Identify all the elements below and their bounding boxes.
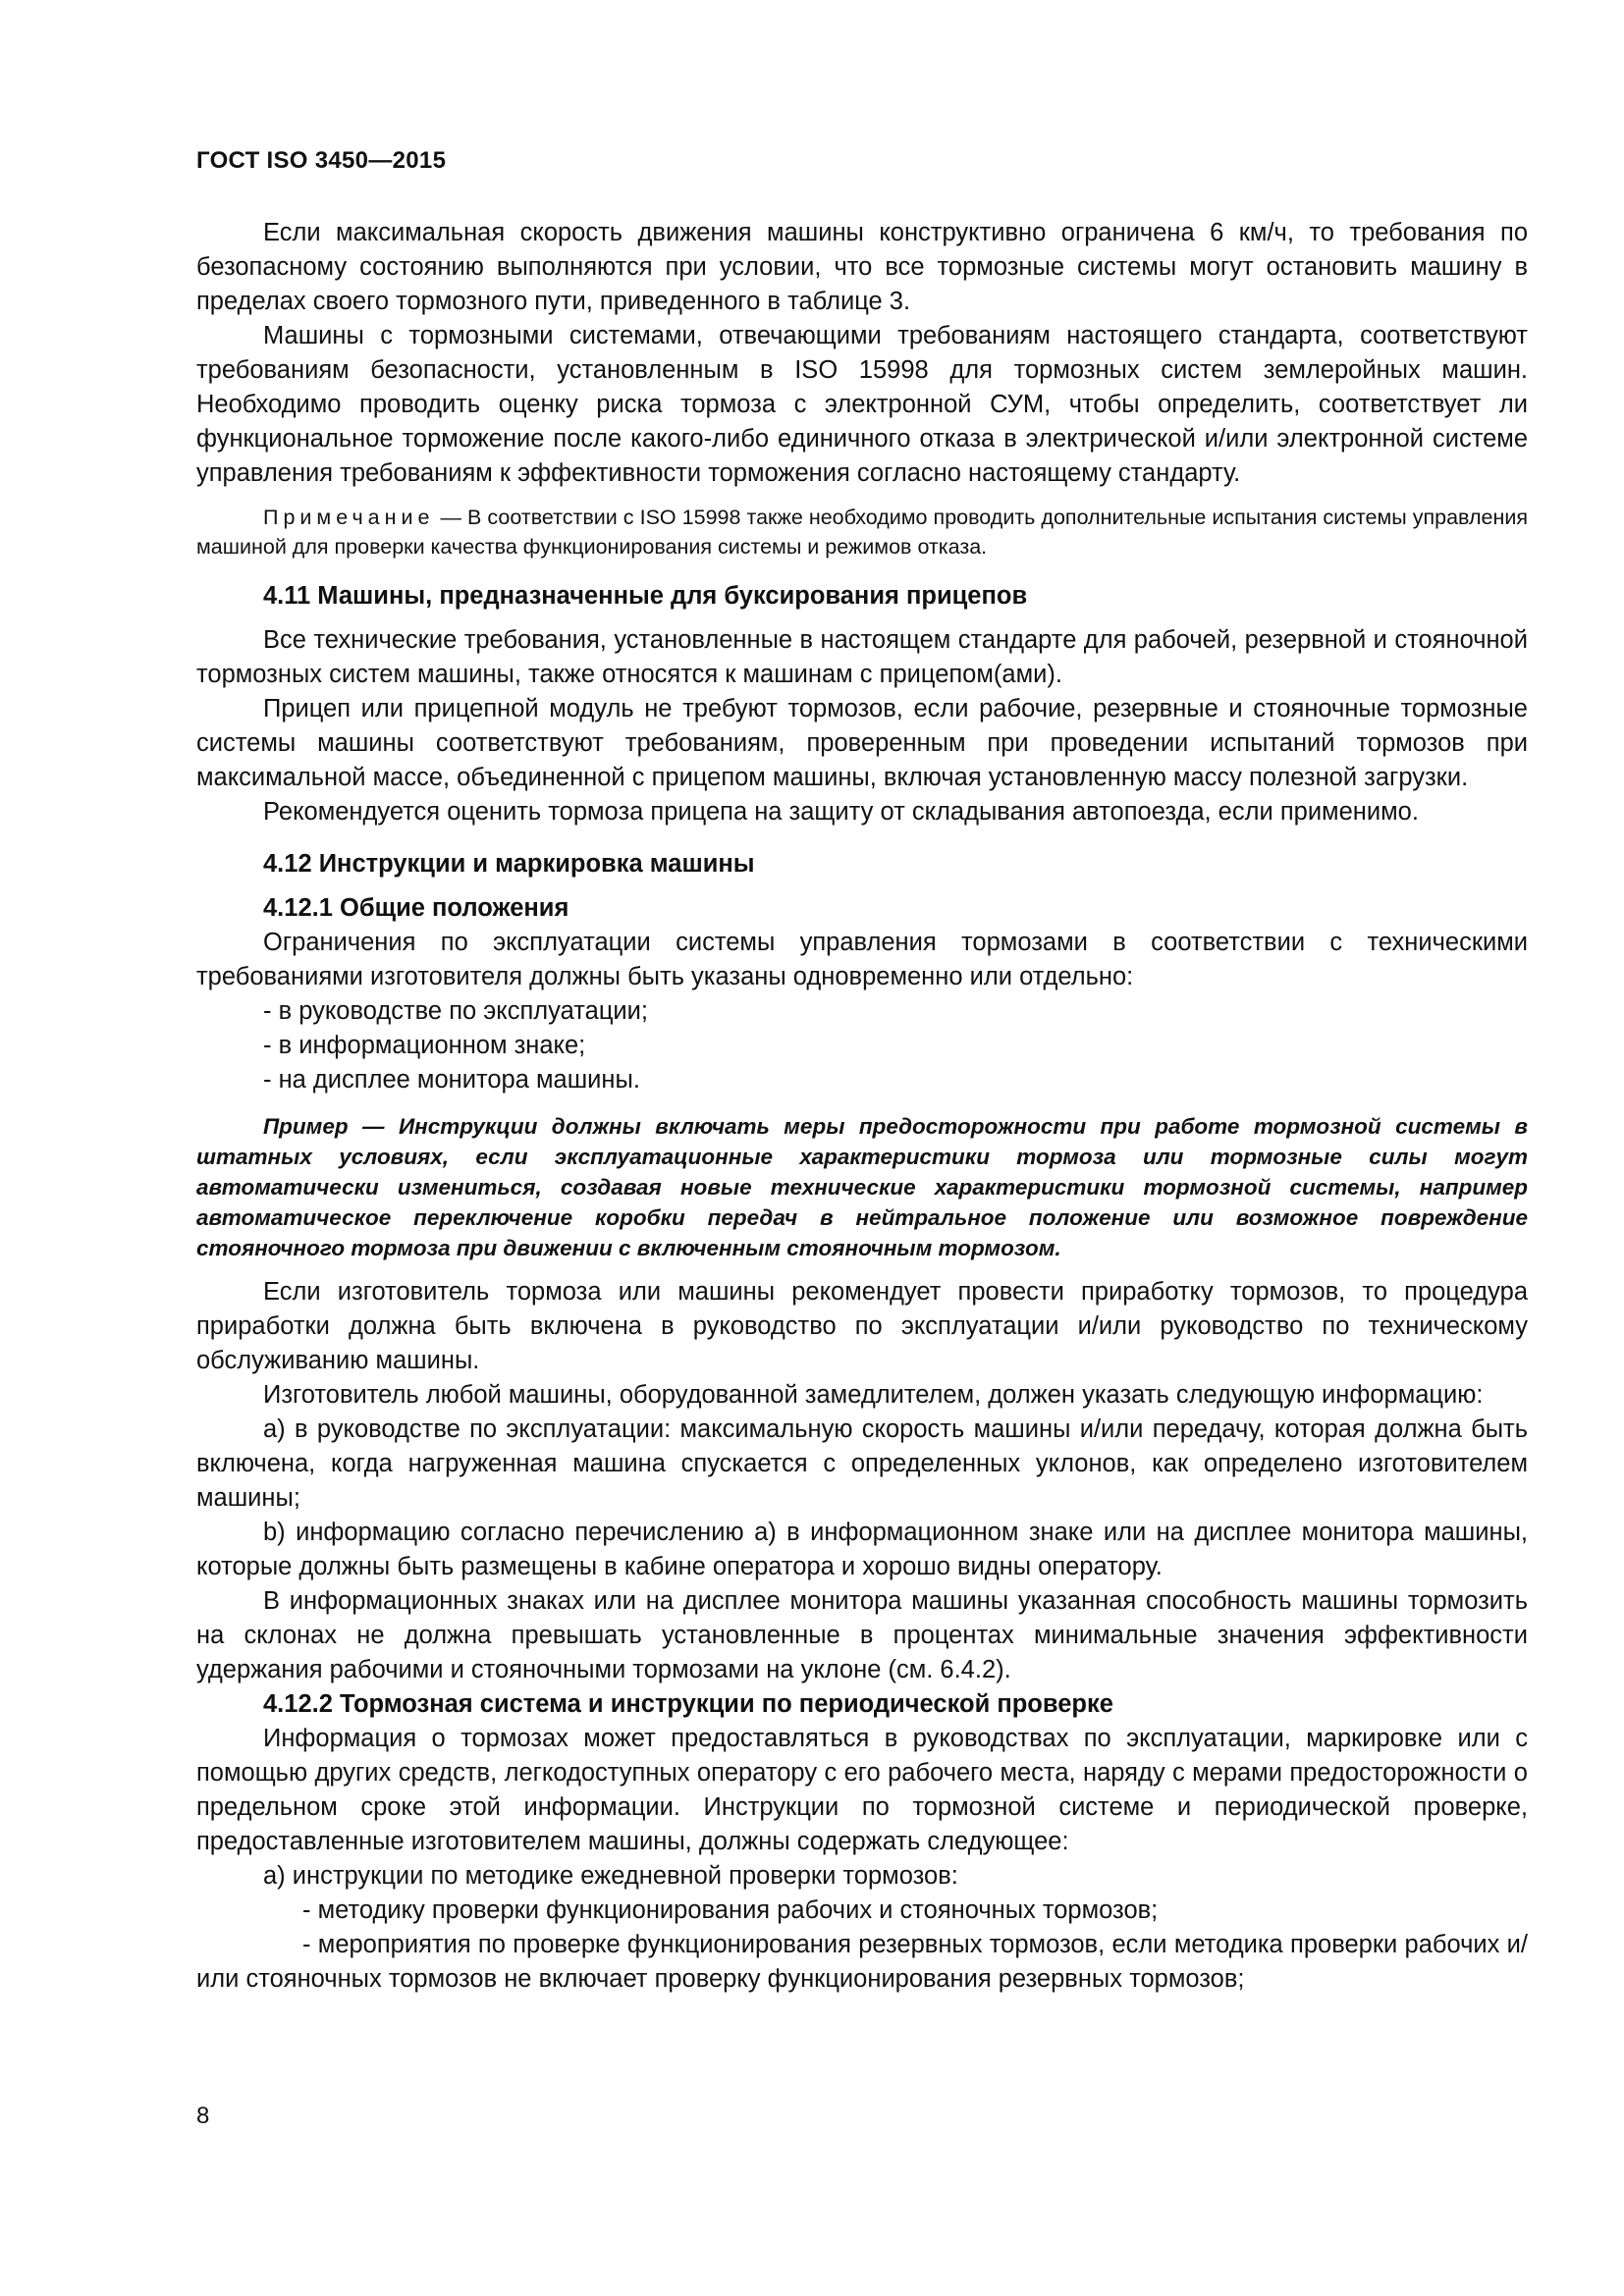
paragraph: Ограничения по эксплуатации системы управления тормозами в соответствии с техническими требованиями изготовителя должны быть указаны одновременно или отдельно: xyxy=(196,929,1528,990)
paragraph: Информация о тормозах может предоставляться в руководствах по эксплуатации, маркировке или с помощью других средств, легкодоступных оператору с его рабочего места, наряду с мерами предосторожности о предельном сроке этой информации. Инструкции по тормозной системе и периодической проверке, предоставленные изготовителем машины, должны содержать следующее: xyxy=(196,1725,1528,1855)
list-item: - на дисплее монитора машины. xyxy=(263,1066,640,1094)
page-number: 8 xyxy=(196,2103,210,2129)
paragraph: Если максимальная скорость движения машины конструктивно ограничена 6 км/ч, то требования по безопасному состоянию выполняются при условии, что все тормозные системы могут остановить машину в пределах своего тормозного пути, приведенного в таблице 3. xyxy=(196,219,1528,315)
paragraph: Машины с тормозными системами, отвечающими требованиям настоящего стандарта, соответствуют требованиям безопасности, установленным в ISO 15998 для тормозных систем землеройных машин. Необходимо проводить оценку риска тормоза с электронной СУМ, чтобы определить, соответствует ли функциональное торможение после какого-либо единичного отказа в электрической и/или электронной системе управления требованиям к эффективности торможения согласно настоящему стандарту. xyxy=(196,322,1528,487)
paragraph: a) в руководстве по эксплуатации: максимальную скорость машины и/или передачу, которая должна быть включена, когда нагруженная машина спускается с определенных уклонов, как определено изготовителем машины; xyxy=(196,1415,1528,1512)
paragraph: b) информацию согласно перечислению a) в информационном знаке или на дисплее монитора машины, которые должны быть размещены в кабине оператора и хорошо видны оператору. xyxy=(196,1519,1528,1580)
paragraph: Изготовитель любой машины, оборудованной замедлителем, должен указать следующую информацию: xyxy=(263,1381,1484,1409)
paragraph: Рекомендуется оценить тормоза прицепа на защиту от складывания автопоезда, если применимо. xyxy=(263,798,1419,826)
list-item: - мероприятия по проверке функционирования резервных тормозов, если методика проверки рабочих и/или стояночных тормозов не включает проверку функционирования резервных тормозов; xyxy=(196,1931,1528,1993)
document-page xyxy=(196,147,1528,1997)
note-text: — В соответствии с ISO 15998 также необходимо проводить дополнительные испытания системы управления машиной для проверки качества функционирования системы и режимов отказа. xyxy=(196,506,1528,559)
section-4-12-2-title: 4.12.2 Тормозная система и инструкции по периодической проверке xyxy=(263,1690,1113,1718)
section-4-11-title: 4.11 Машины, предназначенные для буксирования прицепов xyxy=(263,582,1028,610)
list-item: - в руководстве по эксплуатации; xyxy=(263,997,649,1025)
paragraph: В информационных знаках или на дисплее монитора машины указанная способность машины тормозить на склонах не должна превышать установленные в процентах минимальные значения эффективности удержания рабочими и стояночными тормозами на уклоне (см. 6.4.2). xyxy=(196,1587,1528,1683)
note xyxy=(196,503,1528,561)
document-header: ГОСТ ISO 3450—2015 xyxy=(196,147,447,174)
note-label: Примечание xyxy=(263,506,435,529)
section-4-12-1-title: 4.12.1 Общие положения xyxy=(263,894,569,922)
paragraph: Все технические требования, установленные в настоящем стандарте для рабочей, резервной и стояночной тормозных систем машины, также относятся к машинам с прицепом(ами). xyxy=(196,626,1528,688)
list-item: - в информационном знаке; xyxy=(263,1032,586,1059)
example-block: Пример — Инструкции должны включать меры предосторожности при работе тормозной системы в штатных условиях, если эксплуатационные характеристики тормоза или тормозные силы могут автоматически измениться, создавая новые технические характеристики тормозной системы, например автоматическое переключение коробки передач в нейтральное положение или возможное повреждение стояночного тормоза при движении с включенным стояночным тормозом. xyxy=(196,1114,1528,1260)
paragraph: Прицеп или прицепной модуль не требуют тормозов, если рабочие, резервные и стояночные тормозные системы машины соответствуют требованиям, проверенным при проведении испытаний тормозов при максимальной массе, объединенной с прицепом машины, включая установленную массу полезной загрузки. xyxy=(196,695,1528,791)
paragraph: Если изготовитель тормоза или машины рекомендует провести приработку тормозов, то процедура приработки должна быть включена в руководство по эксплуатации и/или руководство по техническому обслуживанию машины. xyxy=(196,1278,1528,1374)
paragraph: a) инструкции по методике ежедневной проверки тормозов: xyxy=(263,1862,958,1890)
section-4-12-title: 4.12 Инструкции и маркировка машины xyxy=(263,850,755,878)
list-item: - методику проверки функционирования рабочих и стояночных тормозов; xyxy=(302,1896,1159,1924)
